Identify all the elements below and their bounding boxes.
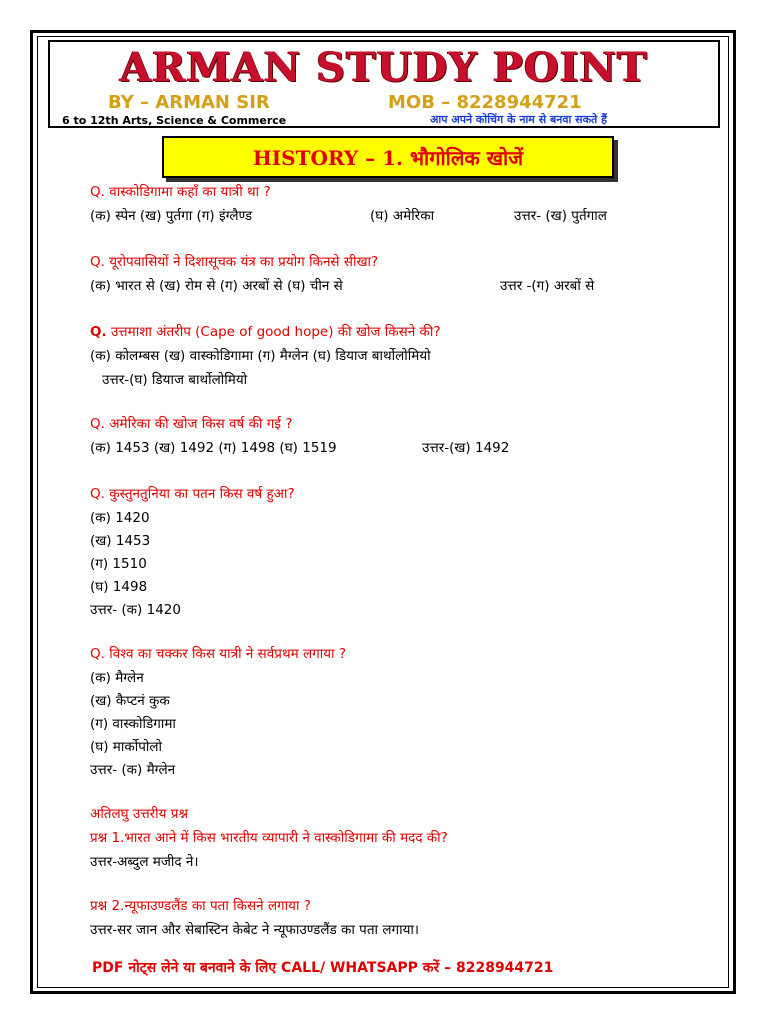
question-3-answer: उत्तर-(घ) डियाज बार्थोलोमियो	[102, 372, 248, 388]
question-5-option-d: (घ) 1498	[90, 579, 148, 595]
question-2-options: (क) भारत से (ख) रोम से (ग) अरबों से (घ) चीन से	[90, 278, 343, 294]
question-1-options: (क) स्पेन (ख) पुर्तगा (ग) इंग्लैण्ड	[90, 208, 253, 224]
question-6-option-a: (क) मैग्लेन	[90, 670, 144, 686]
question-5-option-c: (ग) 1510	[90, 556, 147, 572]
mobile-number: MOB – 8228944721	[388, 92, 582, 113]
tagline-hindi: आप अपने कोचिंग के नाम से बनवा सकते हैं	[430, 113, 607, 126]
short-question-2: प्रश्न 2.न्यूफाउण्डलैंड का पता किसने लगाया ?	[90, 898, 311, 914]
short-answer-1: उत्तर-अब्दुल मजीद ने।	[90, 854, 199, 870]
question-4: Q. अमेरिका की खोज किस वर्ष की गई ?	[90, 416, 293, 432]
question-5: Q. कुस्तुनतुनिया का पतन किस वर्ष हुआ?	[90, 486, 295, 502]
question-2-answer: उत्तर -(ग) अरबों से	[500, 278, 595, 294]
brand-header	[48, 40, 720, 128]
footer-contact: PDF नोट्स लेने या बनवाने के लिए CALL/ WHATSAPP करें – 8228944721	[92, 960, 554, 976]
question-5-option-a: (क) 1420	[90, 510, 150, 526]
question-4-options: (क) 1453 (ख) 1492 (ग) 1498 (घ) 1519	[90, 440, 337, 456]
brand-title: ARMAN STUDY POINT	[120, 44, 648, 91]
chapter-title-box	[162, 136, 614, 178]
question-1-option-d: (घ) अमेरिका	[370, 208, 435, 224]
question-1-answer: उत्तर- (ख) पुर्तगाल	[514, 208, 607, 224]
question-6-answer: उत्तर- (क) मैग्लेन	[90, 762, 176, 778]
question-3	[90, 322, 441, 340]
tagline: 6 to 12th Arts, Science & Commerce	[62, 114, 287, 127]
question-4-answer: उत्तर-(ख) 1492	[422, 440, 510, 456]
question-6-option-b: (ख) कैप्टनं कुक	[90, 693, 170, 709]
question-3-options: (क) कोलम्बस (ख) वास्कोडिगामा (ग) मैग्लेन (घ) डियाज बार्थोलोमियो	[90, 348, 431, 364]
short-question-1: प्रश्न 1.भारत आने में किस भारतीय व्यापारी ने वास्कोडिगामा की मदद की?	[90, 830, 448, 846]
question-5-answer: उत्तर- (क) 1420	[90, 602, 181, 618]
short-answer-2: उत्तर-सर जान और सेबास्टिन केबेट ने न्यूफाउण्डलैंड का पता लगाया।	[90, 922, 420, 938]
question-6-option-c: (ग) वास्कोडिगामा	[90, 716, 176, 732]
question-3-prefix: Q.	[90, 324, 107, 340]
question-1: Q. वास्कोडिगामा कहाँ का यात्री था ?	[90, 184, 271, 200]
question-3-text: उत्तमाशा अंतरीप (Cape of good hope) की खोज किसने की?	[106, 324, 441, 340]
by-line: BY – ARMAN SIR	[108, 92, 270, 113]
question-6: Q. विश्व का चक्कर किस यात्री ने सर्वप्रथम लगाया ?	[90, 646, 346, 662]
question-2: Q. यूरोपवासियों ने दिशासूचक यंत्र का प्रयोग किनसे सीखा?	[90, 254, 379, 270]
short-answer-heading: अतिलघु उत्तरीय प्रश्न	[90, 806, 189, 822]
question-5-option-b: (ख) 1453	[90, 533, 151, 549]
question-6-option-d: (घ) मार्कोपोलो	[90, 739, 163, 755]
chapter-title: HISTORY – 1. भौगोलिक खोजें	[252, 145, 524, 170]
